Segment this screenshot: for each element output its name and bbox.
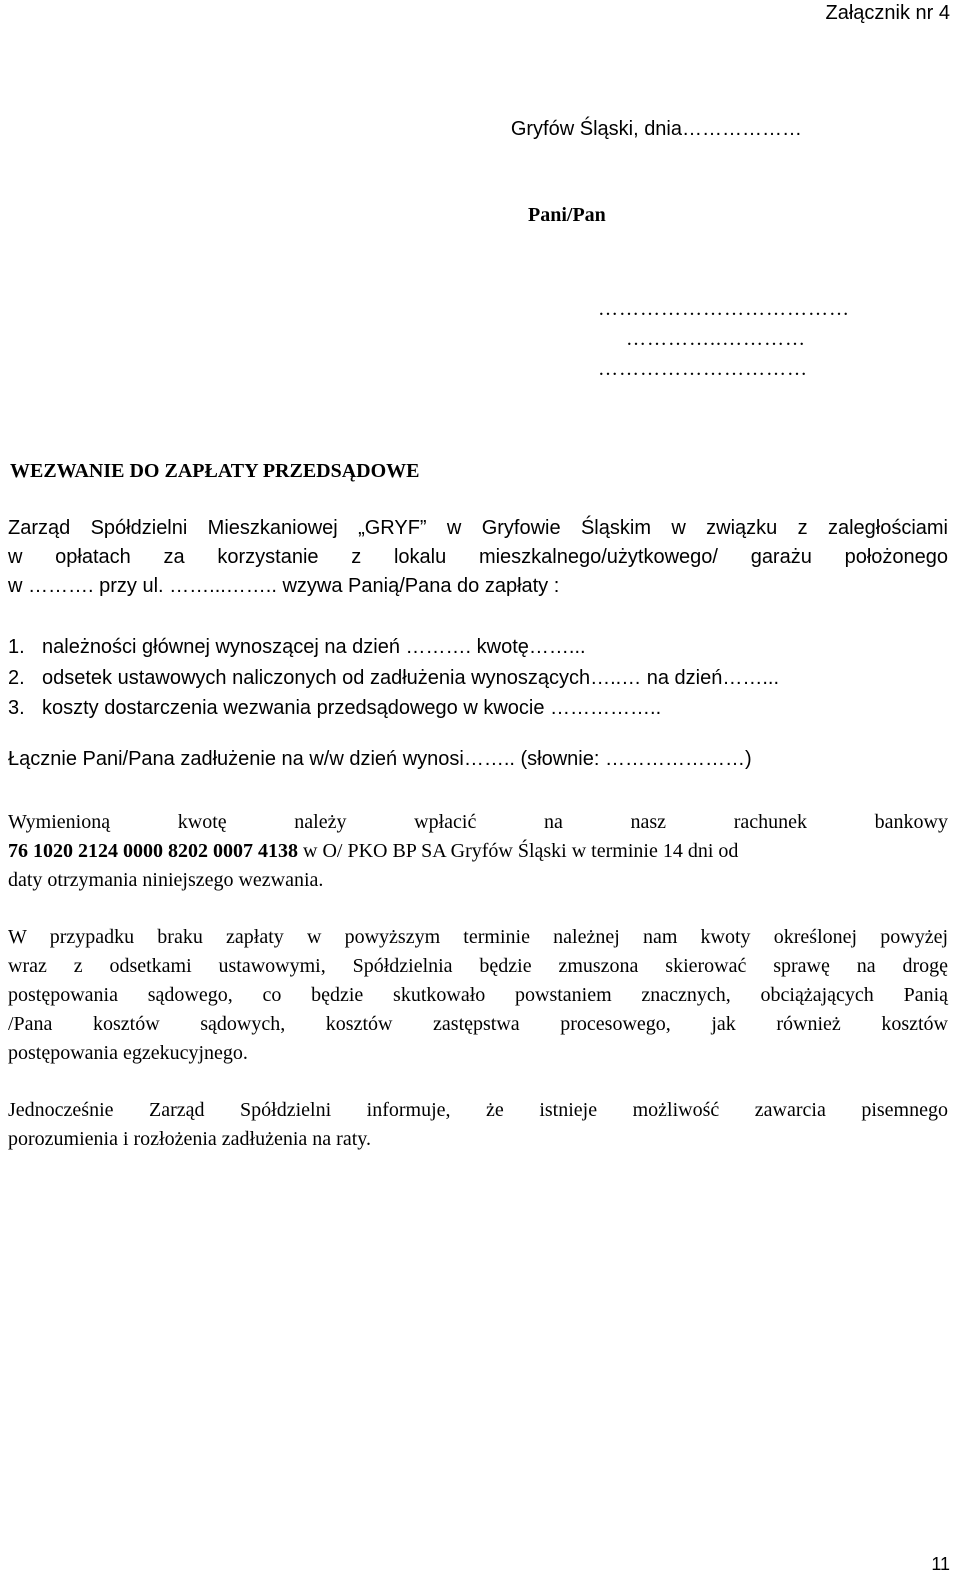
list-item: 2. odsetek ustawowych naliczonych od zadłużenia wynoszących…..… na dzień……... <box>8 666 780 689</box>
payment-paragraph <box>8 808 948 895</box>
consequences-line-3: postępowania sądowego, co będzie skutkowało powstaniem znacznych, obciążających Panią <box>8 984 948 1006</box>
consequences-line-4: /Pana kosztów sądowych, kosztów zastępstwa procesowego, jak również kosztów <box>8 1013 948 1035</box>
debt-items-list <box>8 632 779 724</box>
consequences-line-1: W przypadku braku zapłaty w powyższym terminie należnej nam kwoty określonej powyżej <box>8 926 948 948</box>
address-line-1: ……………………………… <box>598 298 850 320</box>
page-number: 11 <box>931 1554 950 1574</box>
intro-paragraph <box>8 514 948 601</box>
place-date: Gryfów Śląski, dnia……………… <box>510 118 802 140</box>
total-debt: Łącznie Pani/Pana zadłużenie na w/w dzień wynosi…….. (słownie: …………………) <box>8 748 752 770</box>
address-line-2: …………..………… <box>626 328 806 350</box>
payment-line-1: Wymienioną kwotę należy wpłacić na nasz rachunek bankowy <box>8 811 948 833</box>
consequences-line-2: wraz z odsetkami ustawowymi, Spółdzielnia będzie zmuszona skierować sprawę na drogę <box>8 955 948 977</box>
annex-label: Załącznik nr 4 <box>825 2 950 24</box>
intro-line-3: w ………. przy ul. ……...…….. wzywa Panią/Pana do zapłaty : <box>8 575 560 597</box>
document-title: WEZWANIE DO ZAPŁATY PRZEDSĄDOWE <box>10 460 420 482</box>
consequences-paragraph <box>8 923 948 1068</box>
bank-account-number: 76 1020 2124 0000 8202 0007 4138 <box>8 840 298 862</box>
list-item: 1. należności głównej wynoszącej na dzień ………. kwotę……... <box>8 636 586 658</box>
agreement-line-2: porozumienia i rozłożenia zadłużenia na raty. <box>8 1128 371 1150</box>
agreement-line-1: Jednocześnie Zarząd Spółdzielni informuje, że istnieje możliwość zawarcia pisemnego <box>8 1099 948 1121</box>
payment-line-3: daty otrzymania niniejszego wezwania. <box>8 869 324 891</box>
address-line-3: ………………………… <box>598 358 808 380</box>
addressee-label: Pani/Pan <box>528 204 606 226</box>
list-item: 3. koszty dostarczenia wezwania przedsądowego w kwocie …………….. <box>8 697 662 719</box>
consequences-line-5: postępowania egzekucyjnego. <box>8 1042 248 1064</box>
payment-line-2: w O/ PKO BP SA Gryfów Śląski w terminie 14 dni od <box>298 840 739 862</box>
agreement-paragraph <box>8 1096 948 1154</box>
intro-line-1: Zarząd Spółdzielni Mieszkaniowej „GRYF” w Gryfowie Śląskim w związku z zaległościami <box>8 517 948 539</box>
intro-line-2: w opłatach za korzystanie z lokalu mieszkalnego/użytkowego/ garażu położonego <box>8 546 948 568</box>
